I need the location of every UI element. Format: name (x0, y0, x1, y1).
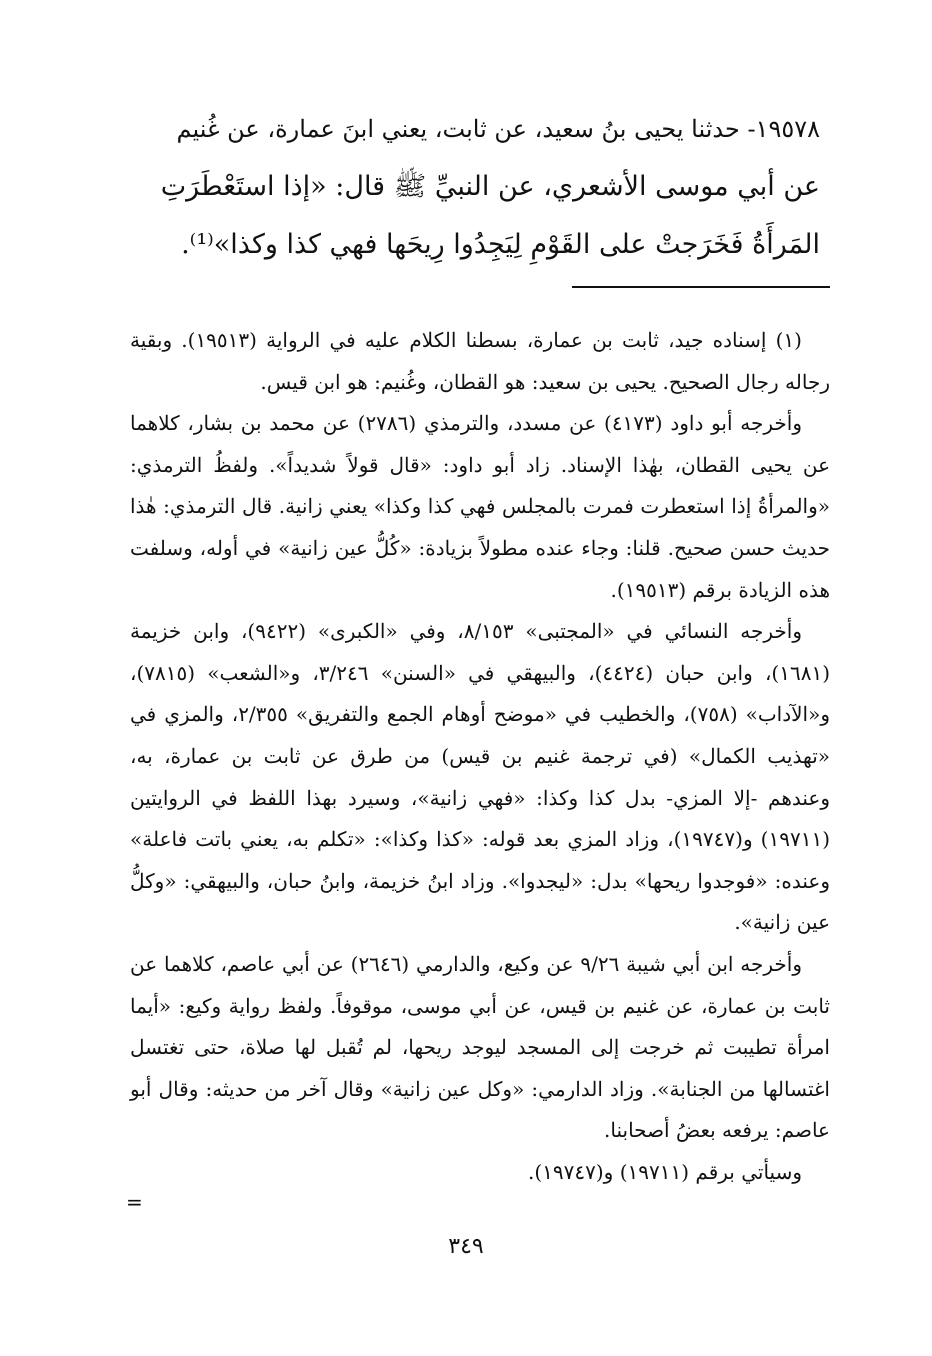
hadith-line: عن أبي موسى الأشعري، عن النبيِّ ﷺ قال: «إذا استَعْطَرَتِ (160, 171, 820, 202)
footnote-separator (572, 286, 830, 288)
footnote-paragraph: وأخرجه أبو داود (٤١٧٣) عن مسدد، والترمذي (٢٧٨٦) عن محمد بن بشار، كلاهما عن يحيى القطان، بهٰذا الإسناد. زاد أبو داود: «قال قولاً شديداً». ولفظُ الترمذي: «والمرأةُ إذا استعطرت فمرت بالمجلس فهي كذا وكذا» يعني زانية. قال الترمذي: هٰذا حديث حسن صحيح. قلنا: وجاء عنده مطولاً بزيادة: «كُلُّ عين زانية» في أوله، وسلفت هذه الزيادة برقم (١٩٥١٣). (130, 411, 830, 602)
footnote-paragraph: وأخرجه ابن أبي شيبة ٩/٢٦ عن وكيع، والدارمي (٢٦٤٦) عن أبي عاصم، كلاهما عن ثابت بن عمارة، عن غنيم بن قيس، عن أبي موسى، موقوفاً. ولفظ رواية وكيع: «أيما امرأة تطيبت ثم خرجت إلى المسجد ليوجد ريحها، لم تُقبل لها صلاة، حتى تغتسل اغتسالها من الجنابة». وزاد الدارمي: «وكل عين زانية» وقال آخر من حديثه: وقال أبو عاصم: يرفعه بعضُ أصحابنا. (130, 951, 830, 1143)
continuation-mark: = (126, 1190, 143, 1214)
hadith-line: ١٩٥٧٨- حدثنا يحيى بنُ سعيد، عن ثابت، يعني ابنَ عمارة، عن غُنيم (176, 115, 820, 143)
hadith-line: المَرأَةُ فَخَرَجتْ على القَوْمِ لِيَجِدُوا رِيحَها فهي كذا وكذا»⁽¹⁾. (181, 229, 820, 260)
page-number: ٣٤٩ (448, 1234, 484, 1259)
footnote-paragraph: وأخرجه النسائي في «المجتبى» ٨/١٥٣، وفي «الكبرى» (٩٤٢٢)، وابن خزيمة (١٦٨١)، وابن حبان (٤٤٢٤)، والبيهقي في «السنن» ٣/٢٤٦، و«الشعب» (٧٨١٥)، و«الآداب» (٧٥٨)، والخطيب في «موضح أوهام الجمع والتفريق» ٢/٣٥٥، والمزي في «تهذيب الكمال» (في ترجمة غنيم بن قيس) من طرق عن ثابت بن عمارة، به، وعندهم -إلا المزي- بدل كذا وكذا: «فهي زانية»، وسيرد بهذا اللفظ في الروايتين (١٩٧١١) و(١٩٧٤٧)، وزاد المزي بعد قوله: «كذا وكذا»: «تكلم به، يعني باتت فاعلة» وعنده: «فوجدوا ريحها» بدل: «ليجدوا». وزاد ابنُ خزيمة، وابنُ حبان، والبيهقي: «وكلُّ عين زانية». (130, 619, 831, 935)
footnotes (130, 320, 830, 1193)
footnote-1: (١) إسناده جيد، ثابت بن عمارة، بسطنا الكلام عليه في الرواية (١٩٥١٣). وبقية رجاله رجال الصحيح. يحيى بن سعيد: هو القطان، وغُنيم: هو ابن قيس. (130, 328, 830, 394)
footnote-paragraph: وسيأتي برقم (١٩٧١١) و(١٩٧٤٧). (527, 1159, 802, 1184)
hadith-text (130, 100, 820, 274)
